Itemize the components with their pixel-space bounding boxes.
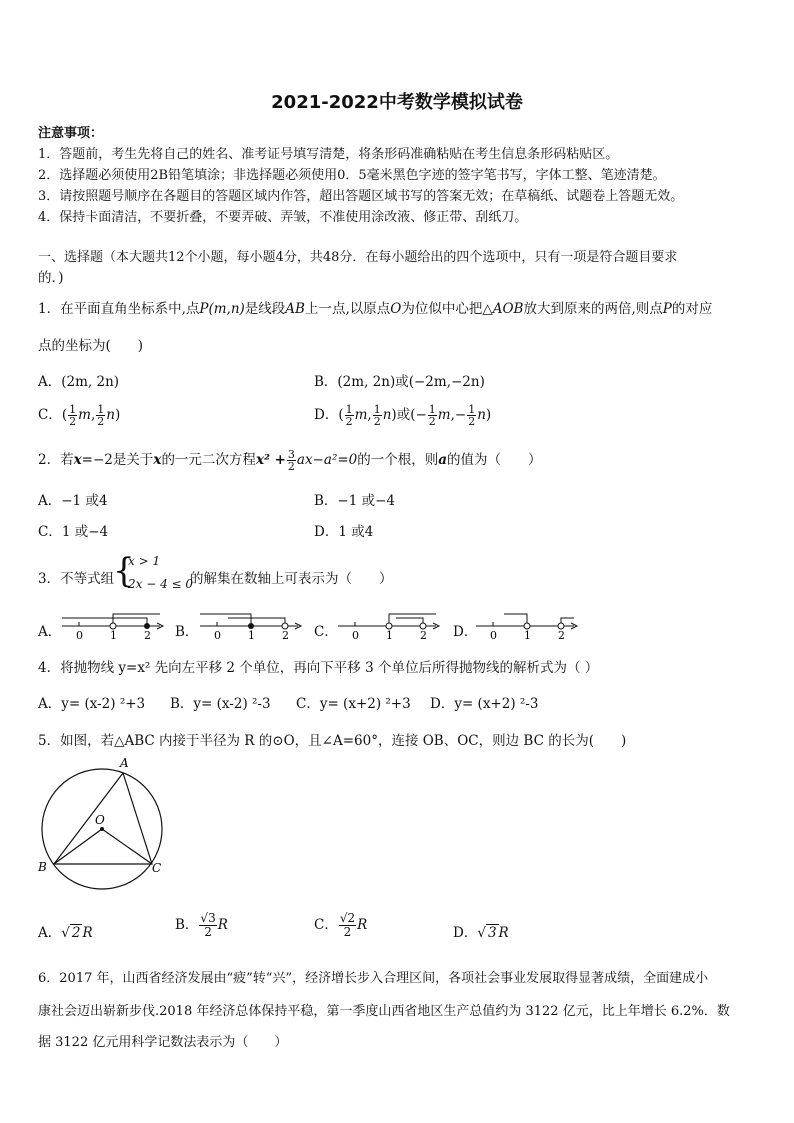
svg-text:0: 0 (214, 629, 221, 642)
svg-text:0: 0 (352, 629, 359, 642)
q4-option-c[interactable]: C．y= (x+2) ²+3 (296, 696, 411, 712)
question-4-stem: 4．将抛物线 y=x² 先向左平移 2 个单位，再向下平移 3 个单位后所得抛物线的解析式为（ ） (38, 660, 599, 676)
question-3-stem-cont: 的解集在数轴上可表示为（ ） (190, 571, 393, 587)
svg-text:2: 2 (144, 629, 151, 642)
q5-option-d[interactable]: D．√ 3 R (453, 925, 509, 941)
svg-text:1: 1 (524, 629, 531, 642)
q4-option-b[interactable]: B．y= (x-2) ²-3 (170, 696, 271, 712)
q3-option-a-label[interactable]: A． (38, 624, 62, 640)
svg-text:1: 1 (110, 629, 117, 642)
question-1-stem: 1．在平面直角坐标系中,点P(m,n)是线段AB上一点,以原点O为位似中心把△AOB放大到原来的两倍,则点P的对应 (38, 301, 713, 317)
question-6-stem-cont: 康社会迈出崭新步伐.2018 年经济总体保持平稳，第一季度山西省地区生产总值约为 3122 亿元，比上年增长 6.2%．数 (38, 1004, 730, 1019)
svg-text:C: C (152, 861, 162, 875)
svg-text:1: 1 (248, 629, 255, 642)
svg-text:2: 2 (558, 629, 565, 642)
q1-option-d[interactable]: D．( $\frac{1}{2}$ m, $\frac{1}{2}$ n)或(− $\frac{1}{2}$ m,− $\frac{1}{2}$ n) (314, 403, 492, 428)
q4-option-a[interactable]: A．y= (x-2) ²+3 (38, 696, 146, 712)
question-3-stem: 3．不等式组 (38, 571, 115, 587)
q2-option-b[interactable]: B．−1 或−4 (314, 493, 396, 509)
q3-option-c-label[interactable]: C． (314, 624, 338, 640)
q4-option-d[interactable]: D．y= (x+2) ²-3 (430, 696, 539, 712)
question-5-stem: 5．如图，若△ABC 内接于半径为 R 的⊙O，且∠A=60°，连接 OB、OC，则边 BC 的长为( ) (38, 733, 627, 749)
section-heading-cont: 的．) (38, 270, 64, 286)
q3-option-d-numberline[interactable] (474, 604, 580, 642)
notice-item: 3．请按照题号顺序在各题目的答题区域内作答，超出答题区域书写的答案无效；在草稿纸、试题卷上答题无效。 (38, 189, 684, 204)
q1-option-a[interactable]: A．(2m, 2n) (38, 374, 120, 390)
svg-text:A: A (120, 756, 129, 770)
q3-option-a-numberline[interactable] (60, 604, 166, 642)
svg-text:2: 2 (420, 629, 427, 642)
q5-option-c[interactable]: C． $\frac{√2}{2}$ R (314, 911, 368, 939)
section-heading: 一、选择题（本大题共12个小题，每小题4分，共48分．在每小题给出的四个选项中，只有一项是符合题目要求 (38, 250, 678, 265)
q3-option-b-numberline[interactable] (198, 604, 304, 642)
q3-option-b-label[interactable]: B． (175, 624, 199, 640)
question-2-stem: 2．若x=−2是关于x的一元二次方程x² + $\frac{3}{2}$ ax−a²=0的一个根，则a的值为（ ） (38, 448, 542, 473)
q2-option-d[interactable]: D．1 或4 (314, 524, 374, 540)
notice-item: 4．保持卡面清洁，不要折叠，不要弄破、弄皱，不准使用涂改液、修正带、刮纸刀。 (38, 210, 528, 225)
notice-item: 2．选择题必须使用2B铅笔填涂；非选择题必须使用0．5毫米黑色字迹的签字笔书写，字体工整、笔迹清楚。 (38, 168, 666, 183)
q5-option-a[interactable]: A．√ 2 R (38, 925, 93, 941)
q3-option-d-label[interactable]: D． (453, 624, 478, 640)
question-6-stem: 6．2017 年，山西省经济发展由“疲”转“兴”，经济增长步入合理区间，各项社会事业发展取得显著成绩，全面建成小 (38, 971, 709, 986)
svg-text:0: 0 (76, 629, 83, 642)
q2-option-a[interactable]: A．−1 或4 (38, 493, 108, 509)
svg-text:2: 2 (282, 629, 289, 642)
notice-heading: 注意事项： (38, 126, 104, 141)
question-6-stem-end: 据 3122 亿元用科学记数法表示为（ ） (38, 1035, 288, 1050)
q2-option-c[interactable]: C．1 或−4 (38, 524, 109, 540)
q1-option-b[interactable]: B．(2m, 2n)或(−2m,−2n) (314, 374, 485, 390)
question-1-stem-cont: 点的坐标为( ) (38, 338, 144, 354)
svg-text:1: 1 (386, 629, 393, 642)
q3-option-c-numberline[interactable] (336, 604, 442, 642)
page-title: 2021-2022中考数学模拟试卷 (271, 92, 523, 113)
notice-item: 1．答题前，考生先将自己的姓名、准考证号填写清楚，将条形码准确粘贴在考生信息条形码粘贴区。 (38, 147, 619, 162)
svg-text:B: B (38, 860, 47, 874)
q5-option-b[interactable]: B． $\frac{√3}{2}$ R (175, 911, 228, 939)
q1-option-c[interactable]: C．( $\frac{1}{2}$ m, $\frac{1}{2}$ n) (38, 403, 121, 428)
inequality-1: x > 1 (128, 554, 161, 568)
svg-text:O: O (95, 813, 105, 827)
inequality-2: 2x − 4 ≤ 0 (128, 577, 194, 591)
svg-text:0: 0 (490, 629, 497, 642)
circle-triangle-figure (34, 754, 174, 894)
inequality-brace: { (113, 551, 135, 591)
